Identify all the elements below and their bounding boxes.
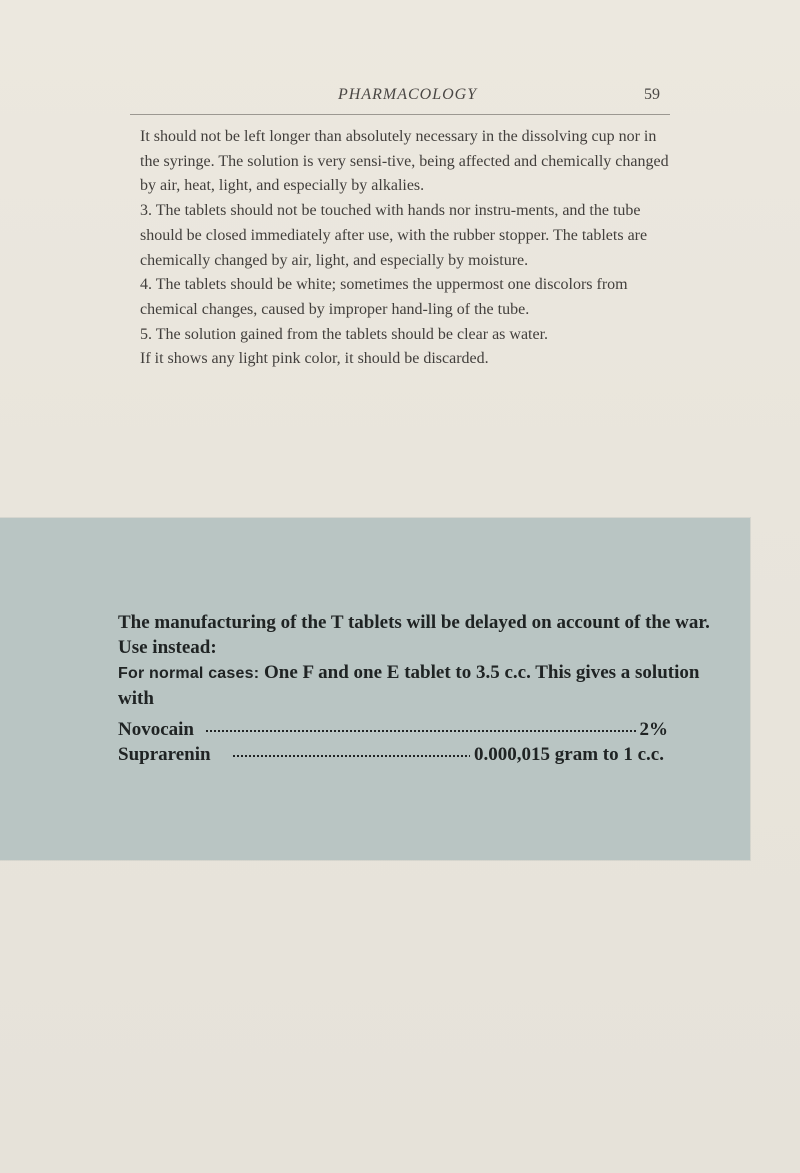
notice-slip <box>0 518 750 860</box>
notice-lead: The manufacturing of the T tablets will be delayed on account of the war. Use instead: <box>118 612 710 658</box>
dose-row-novocain <box>118 717 718 742</box>
page-number: 59 <box>644 86 660 103</box>
paragraph-discard: If it shows any light pink color, it should be discarded. <box>140 350 489 368</box>
dose-value: 2% <box>636 717 669 742</box>
dosage-list <box>118 717 718 767</box>
paragraph-intro: It should not be left longer than absolutely necessary in the dissolving cup nor in the syringe. The solution is very sensi-tive, being affected and chemically changed by air, heat, light, and especially by alkalies. <box>140 128 669 195</box>
paragraph-5: 5. The solution gained from the tablets should be clear as water. <box>140 325 549 343</box>
page-header <box>130 84 670 115</box>
paragraph-3: 3. The tablets should not be touched with hands nor instru-ments, and the tube should be closed immediately after use, with the rubber stopper. The tablets are chemically changed by air, light, and especially by moisture. <box>140 202 648 269</box>
paragraph-4: 4. The tablets should be white; sometimes the uppermost one discolors from chemical changes, caused by improper hand-ling of the tube. <box>140 276 628 318</box>
normal-cases-label: For normal cases: <box>118 665 260 682</box>
normal-cases-paragraph <box>118 660 718 711</box>
notice-text <box>118 610 718 767</box>
running-title: PHARMACOLOGY <box>338 86 478 103</box>
dose-row-suprarenin <box>118 742 718 767</box>
dot-leader <box>206 730 668 732</box>
dose-name: Novocain <box>118 717 198 742</box>
body-text <box>130 125 675 372</box>
normal-cases-text: One F and one E tablet to 3.5 c.c. This gives a solution with <box>118 662 700 709</box>
dose-value: 0.000,015 gram to 1 c.c. <box>470 742 664 767</box>
dot-leader <box>233 755 483 757</box>
dose-name: Suprarenin <box>118 742 215 767</box>
